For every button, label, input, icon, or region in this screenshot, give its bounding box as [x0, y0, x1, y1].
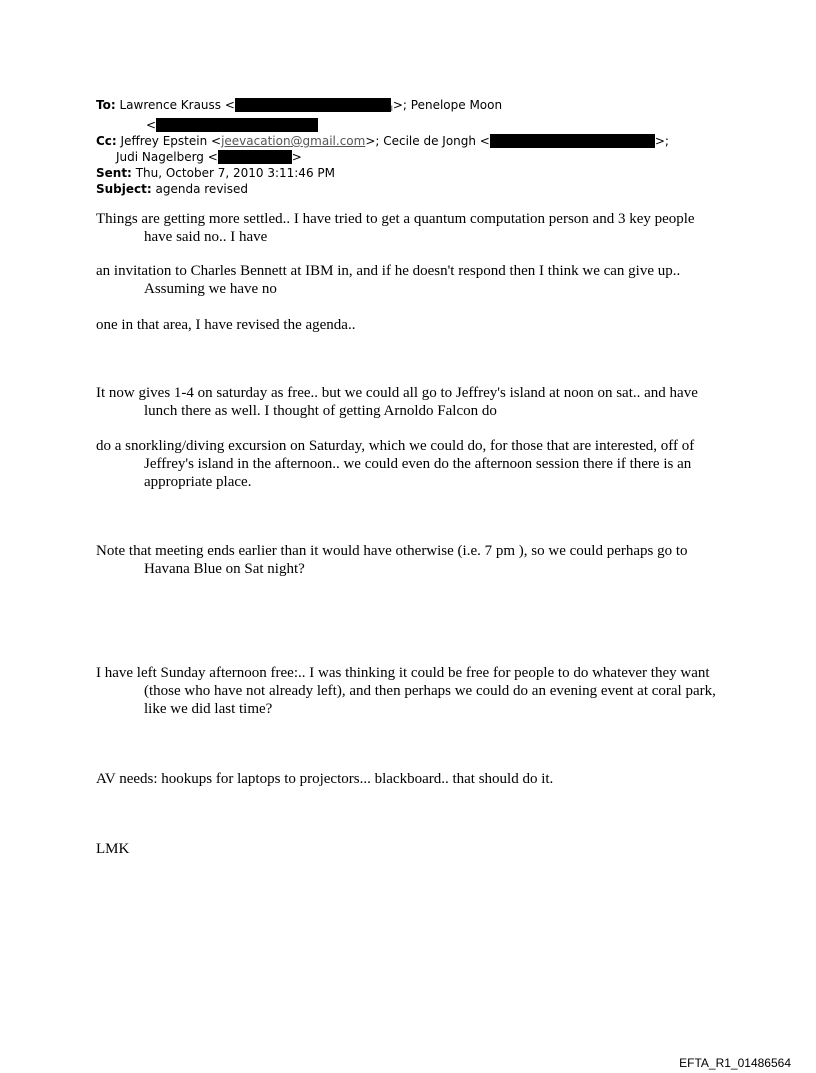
redacted-box: [235, 98, 391, 112]
redacted-box: [490, 134, 655, 148]
to-name: Lawrence Krauss <: [119, 98, 235, 112]
body-paragraph: AV needs: hookups for laptops to projectors... blackboard.. that should do it.: [96, 771, 554, 787]
document-id: EFTA_R1_01486564: [679, 1056, 791, 1070]
sent-label: Sent:: [96, 166, 132, 180]
cc-separator: >; Cecile de Jongh <: [365, 134, 490, 148]
sent-value: Thu, October 7, 2010 3:11:46 PM: [135, 166, 335, 180]
sent-line: [96, 165, 736, 181]
cc-line: [96, 133, 736, 149]
body-paragraph: an invitation to Charles Bennett at IBM in, and if he doesn't respond then I think we can give up.. Assuming we have no: [96, 263, 681, 297]
cc-name: Jeffrey Epstein <: [120, 134, 222, 148]
cc-continuation: [96, 149, 736, 165]
signoff: LMK: [96, 841, 130, 857]
subject-line: [96, 181, 736, 197]
email-link[interactable]: jeevacation@gmail.com: [221, 134, 366, 148]
body-paragraph: Things are getting more settled.. I have tried to get a quantum computation person and 3 key people have said no.. I have: [96, 211, 695, 245]
to-separator: >; Penelope Moon: [392, 98, 503, 112]
body-paragraph: one in that area, I have revised the agenda..: [96, 317, 356, 333]
to-line: [96, 97, 736, 117]
body-paragraph: Note that meeting ends earlier than it would have otherwise (i.e. 7 pm ), so we could perhaps go to Havana Blue on Sat night?: [96, 543, 688, 577]
body-paragraph: It now gives 1-4 on saturday as free.. but we could all go to Jeffrey's island at noon on sat.. and have lunch there as well. I thought of getting Arnoldo Falcon do: [96, 385, 698, 419]
cc-separator-end: >;: [654, 134, 669, 148]
to-label: To:: [96, 98, 116, 112]
body-paragraph: I have left Sunday afternoon free:.. I was thinking it could be free for people to do whatever they want (those who have not already left), and then perhaps we could do an evening event at coral park, like we did last time?: [96, 665, 716, 717]
body-paragraph: do a snorkling/diving excursion on Saturday, which we could do, for those that are interested, off of Jeffrey's island in the afternoon.. we could even do the afternoon session there if there is an appropriate place.: [96, 438, 695, 490]
to-residual-mark: l: [390, 105, 393, 113]
cc-name-judi: Judi Nagelberg <: [116, 150, 218, 164]
redacted-box: [156, 118, 318, 132]
subject-value: agenda revised: [155, 182, 248, 196]
cc-gt: >: [291, 150, 302, 164]
to-lt: <: [146, 118, 157, 132]
to-continuation: [96, 117, 736, 133]
redacted-box: [218, 150, 292, 164]
email-header: [96, 97, 736, 197]
cc-label: Cc:: [96, 134, 117, 148]
subject-label: Subject:: [96, 182, 152, 196]
